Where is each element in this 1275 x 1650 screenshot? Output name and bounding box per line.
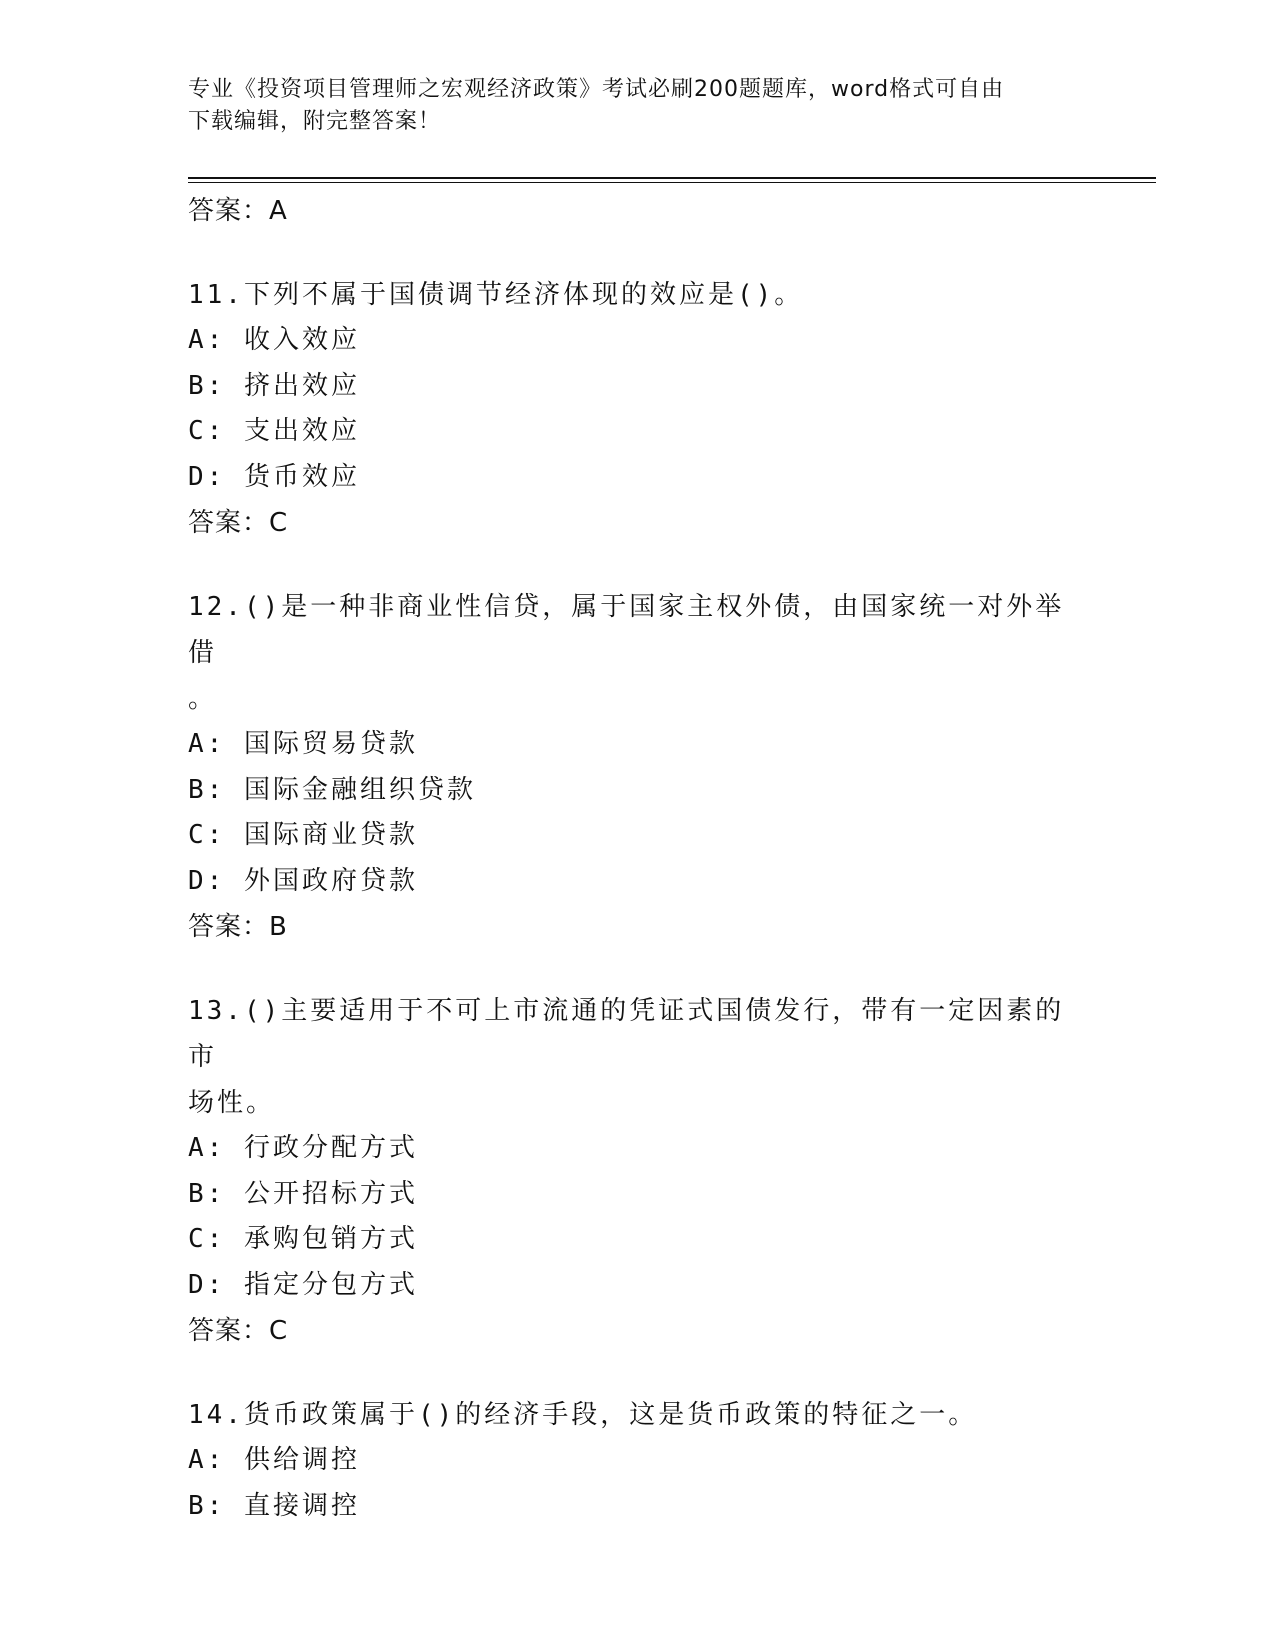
- previous-answer: 答案：A: [188, 196, 288, 226]
- option-c: C: 国际商业贷款: [188, 820, 418, 850]
- question-12: [188, 584, 1088, 950]
- header-line-2: 下载编辑，附完整答案！: [188, 109, 442, 134]
- option-c: C: 支出效应: [188, 416, 360, 446]
- question-text: 14.货币政策属于()的经济手段，这是货币政策的特征之一。: [188, 1400, 978, 1430]
- header-rule-thin: [188, 182, 1156, 183]
- question-13: [188, 988, 1088, 1354]
- question-11: [188, 272, 1088, 546]
- question-text: 11.下列不属于国债调节经济体现的效应是()。: [188, 280, 804, 310]
- question-list: [188, 188, 1088, 1529]
- question-text: 12.()是一种非商业性信贷，属于国家主权外债，由国家统一对外举借: [188, 592, 1065, 668]
- option-b: B: 直接调控: [188, 1490, 360, 1521]
- option-d: D: 外国政府贷款: [188, 865, 418, 896]
- question-14: [188, 1392, 1088, 1529]
- option-b: B: 挤出效应: [188, 370, 360, 401]
- answer: 答案：C: [188, 508, 289, 538]
- option-a: A: 供给调控: [188, 1445, 360, 1475]
- question-text: 13.()主要适用于不可上市流通的凭证式国债发行，带有一定因素的市: [188, 996, 1065, 1072]
- option-d: D: 货币效应: [188, 461, 360, 492]
- question-text-continued: 场性。: [188, 1088, 276, 1118]
- option-b: B: 公开招标方式: [188, 1178, 418, 1209]
- page-header: [188, 74, 1068, 138]
- question-text-continued: 。: [188, 684, 218, 714]
- option-a: A: 国际贸易贷款: [188, 729, 418, 759]
- answer: 答案：B: [188, 912, 288, 942]
- option-d: D: 指定分包方式: [188, 1269, 418, 1300]
- header-line-1: 专业《投资项目管理师之宏观经济政策》考试必刷200题题库，word格式可自由: [188, 77, 1005, 102]
- option-a: A: 收入效应: [188, 325, 360, 355]
- header-rule-thick: [188, 177, 1156, 179]
- answer: 答案：C: [188, 1316, 289, 1346]
- option-a: A: 行政分配方式: [188, 1133, 418, 1163]
- option-b: B: 国际金融组织贷款: [188, 774, 476, 805]
- option-c: C: 承购包销方式: [188, 1224, 418, 1254]
